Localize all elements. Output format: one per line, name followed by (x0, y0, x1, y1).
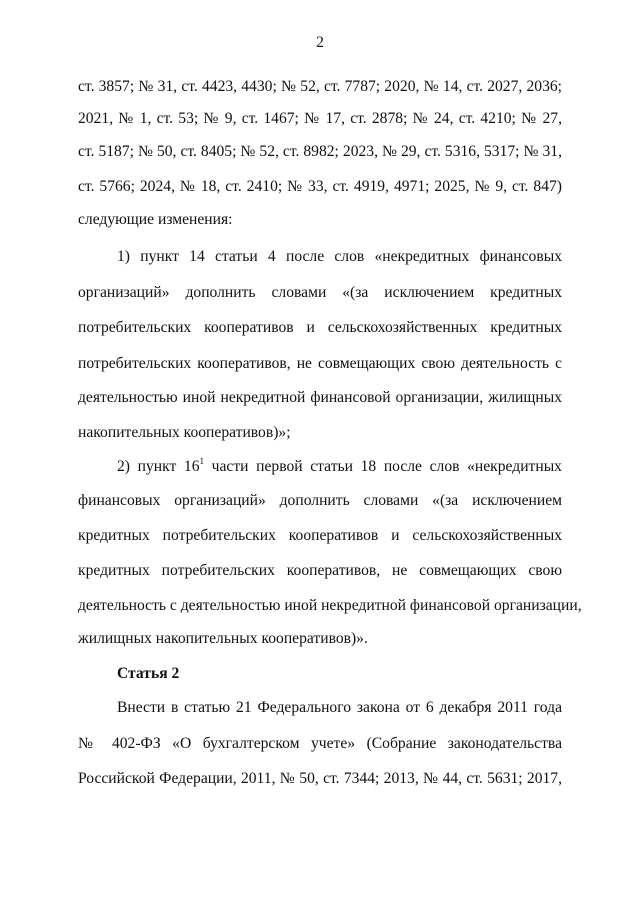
item-2-line (117, 457, 562, 477)
item-2-start: 2) пункт 16 (117, 458, 200, 475)
article-2-line: № 402-ФЗ «О бухгалтерском учете» (Собрание законодательства (78, 735, 562, 752)
text-line: следующие изменения: (78, 211, 233, 228)
item-1-line: потребительских кооперативов и сельскохозяйственных кредитных (78, 319, 562, 336)
item-2-line: жилищных накопительных кооперативов)». (78, 630, 368, 647)
page-number: 2 (316, 34, 324, 51)
article-2-line: Внести в статью 21 Федерального закона от 6 декабря 2011 года (117, 699, 562, 716)
item-1-line: накопительных кооперативов)»; (78, 424, 291, 441)
text-line: ст. 5766; 2024, № 18, ст. 2410; № 33, ст. 4919, 4971; 2025, № 9, ст. 847) (78, 178, 562, 195)
item-2-line: кредитных потребительских кооперативов, не совмещающих свою (78, 562, 562, 579)
item-1-line: деятельностью иной некредитной финансовой организации, жилищных (78, 389, 562, 406)
article-2-line: Российской Федерации, 2011, № 50, ст. 7344; 2013, № 44, ст. 5631; 2017, (78, 770, 562, 787)
item-2-line: финансовых организаций» дополнить словами «(за исключением (78, 492, 562, 509)
text-line: ст. 3857; № 31, ст. 4423, 4430; № 52, ст. 7787; 2020, № 14, ст. 2027, 2036; (78, 78, 562, 95)
text-line: ст. 5187; № 50, ст. 8405; № 52, ст. 8982; 2023, № 29, ст. 5316, 5317; № 31, (78, 143, 562, 160)
item-2-rest: части первой статьи 18 после слов «некредитных (204, 458, 562, 475)
item-1-line: организаций» дополнить словами «(за исключением кредитных (78, 284, 562, 301)
item-2-line: кредитных потребительских кооперативов и сельскохозяйственных (78, 527, 562, 544)
item-2-line: деятельность с деятельностью иной некредитной финансовой организации, (78, 597, 582, 614)
article-heading: Статья 2 (117, 665, 180, 682)
item-1-line: 1) пункт 14 статьи 4 после слов «некредитных финансовых (117, 248, 562, 265)
item-1-line: потребительских кооперативов, не совмещающих свою деятельность с (78, 355, 562, 372)
text-line: 2021, № 1, ст. 53; № 9, ст. 1467; № 17, ст. 2878; № 24, ст. 4210; № 27, (78, 110, 562, 127)
superscript: 1 (199, 455, 205, 466)
